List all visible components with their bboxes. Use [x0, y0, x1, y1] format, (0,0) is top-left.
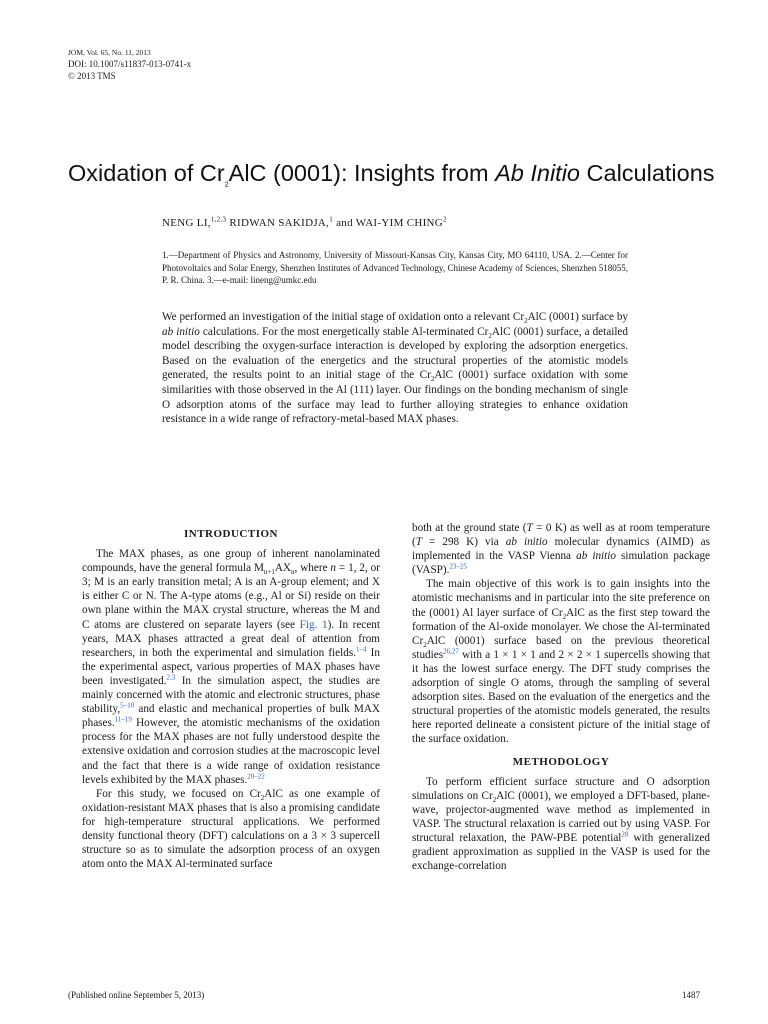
title-italic: Ab Initio	[495, 160, 580, 186]
subscript: 2	[562, 612, 567, 621]
citation-link[interactable]: 20–22	[247, 771, 265, 780]
abstract-subscript: 2	[524, 317, 528, 326]
author-name: RIDWAN SAKIDJA,	[226, 217, 330, 229]
body-text: AlC as the first step toward the formation of the Al-oxide monolayer. We chose the Al-terminated Cr	[412, 606, 710, 647]
subscript: 2	[260, 793, 265, 802]
right-paragraph-2	[412, 577, 710, 746]
body-text: To perform efficient surface structure and O adsorption simulations on Cr	[412, 775, 710, 802]
body-text: In the experimental aspect, various properties of MAX phases have been investigated.	[82, 646, 380, 687]
subscript: 2	[423, 640, 427, 649]
abstract-subscript: 2	[488, 331, 492, 340]
intro-paragraph-1	[82, 547, 380, 787]
body-text: AlC as one example of oxidation-resistant MAX phases that is also a promising candidate for high-temperature structural applications. We performed density functional theory (DFT) calculations on a 3 × 3 supercell structure so as to simulate the adsorption process of an oxygen atom onto the MAX Al-terminated surface	[82, 787, 381, 871]
body-text: The MAX phases, as one group of inherent nanolaminated compounds, have the general formula M	[82, 548, 380, 575]
author-affil-sup: 1,2,3	[210, 215, 227, 224]
body-text: AlC (0001), we employed a DFT-based, plane-wave, projector-augmented wave method as implemented in VASP. The structural relaxation is carried out by using VASP. For structural relaxation, the PAW-PBE potential	[412, 789, 710, 844]
body-text: AX	[274, 562, 292, 575]
citation-link[interactable]: 11–19	[114, 715, 132, 724]
method-paragraph-1	[412, 775, 710, 874]
publication-date: (Published online September 5, 2013)	[68, 990, 205, 1000]
italic-var: n	[330, 562, 337, 575]
subscript: 2	[492, 795, 497, 804]
body-text: with generalized gradient approximation as supplied in the VASP is used for the exchange-correlation	[412, 831, 710, 873]
body-text: However, the atomistic mechanisms of the oxidation process for the MAX phases are not fully understood despite the extensive oxidation and corrosion studies at the macroscopic level and the fact that there is a wide range of oxidation resistance levels exhibited by the MAX phases.	[82, 717, 380, 786]
italic-text: ab initio	[576, 550, 616, 563]
author-list	[162, 217, 447, 229]
italic-var: T	[415, 536, 422, 549]
title-text: Calculations	[580, 160, 715, 186]
citation-link[interactable]: 1–4	[356, 645, 367, 654]
citation-link[interactable]: 23–25	[449, 562, 467, 571]
right-paragraph-1	[412, 521, 710, 577]
citation-link[interactable]: 26,27	[443, 647, 459, 656]
citation-link[interactable]: 2,3	[166, 673, 176, 682]
body-text: and elastic and mechanical properties of bulk MAX phases.	[82, 703, 380, 730]
italic-var: T	[526, 522, 533, 534]
body-text: AlC (0001) surface based on the previous theoretical studies	[412, 634, 710, 661]
author-name: NENG LI,	[162, 217, 211, 229]
abstract-subscript: 2	[430, 375, 435, 384]
methodology-heading: METHODOLOGY	[512, 755, 610, 768]
author-name: and WAI-YIM CHING	[333, 217, 444, 229]
title-text: AlC (0001): Insights from	[228, 160, 496, 186]
affiliations: 1.—Department of Physics and Astronomy, University of Missouri-Kansas City, Kansas City, MO 64110, USA. 2.—Center for Photovoltaics and Solar Energy, Shenzhen Institutes of Advanced Technology, Chinese Academy of Sciences, Shenzhen 518055, P. R. China. 3.—e-mail: lineng@umkc.edu	[162, 250, 628, 285]
journal-citation: JOM, Vol. 65, No. 11, 2013	[68, 48, 151, 57]
page-number: 1487	[682, 990, 700, 1000]
body-text: = 1, 2, or 3; M is an early transition metal; A is an A-group element; and X is either C or N. The A-type atoms (e.g., Al or Si) reside on their own plane within the MAX crystal structure, whereas the M and C atoms are clustered on separate layers (see	[82, 562, 380, 631]
body-text: For this study, we focused on Cr	[96, 787, 261, 800]
abstract-text: calculations. For the most energetically stable Al-terminated Cr	[199, 325, 489, 338]
left-column	[82, 521, 380, 871]
subscript: n	[291, 568, 295, 577]
body-text: , where	[294, 562, 331, 575]
copyright-text: © 2013 TMS	[68, 71, 116, 81]
body-text: In the simulation aspect, the studies are mainly concerned with the atomic and electronic structures, phase stability,	[82, 674, 380, 716]
body-text: The main objective of this work is to gain insights into the atomistic mechanisms and in particular into the site preference on the (0001) Al layer surface of Cr	[412, 578, 710, 619]
abstract-italic: ab initio	[162, 325, 200, 338]
figure-link[interactable]: Fig. 1	[299, 618, 328, 631]
body-text: with a 1 × 1 × 1 and 2 × 2 × 1 supercells showing that it has the lowest surface energy. The DFT study comprises the adsorption of single O atoms, through the sampling of several adsorption sites. Based on the evaluation of the energetics and the structural properties of the atomistic models generated, the results here reported delineate a consistent picture of the initial stage of the surface oxidation.	[412, 648, 710, 746]
citation-link[interactable]: 5–10	[120, 701, 135, 710]
body-text: both at the ground state (	[412, 522, 527, 534]
citation-link[interactable]: 28	[621, 830, 629, 839]
intro-paragraph-2	[82, 787, 380, 872]
body-text: = 0 K) as well as at room temperature (	[412, 522, 710, 549]
right-column	[412, 521, 710, 873]
introduction-heading: INTRODUCTION	[183, 528, 278, 540]
doi-text: DOI: 10.1007/s11837-013-0741-x	[68, 59, 192, 69]
title-text: Oxidation of Cr	[68, 160, 225, 186]
abstract-text: We performed an investigation of the initial stage of oxidation onto a relevant Cr	[162, 311, 525, 323]
body-text: ). In recent years, MAX phases attracted a great deal of attention from researchers, in both the experimental and simulation fields.	[82, 618, 380, 659]
body-text: simulation package (VASP).	[412, 550, 711, 577]
italic-text: ab initio	[505, 536, 548, 549]
abstract	[162, 310, 628, 427]
subscript: n+1	[263, 568, 275, 577]
title-subscript: 2	[224, 181, 229, 189]
abstract-text: AlC (0001) surface, a detailed model describing the oxygen-surface interaction is developed by exploring the adsorption energetics. Based on the evaluation of the energetics and the structural properties of the atomistic models generated, the results point to an initial stage of the Cr	[162, 325, 628, 382]
abstract-text: AlC (0001) surface oxidation with some similarities with those observed in the Al (111) layer. Our findings on the bonding mechanism of single O adsorption atoms of the surface may lead to further alloying strategies to enhance oxidation resistance in a wide range of refractory-metal-based MAX phases.	[162, 369, 628, 426]
body-text: = 298 K) via	[421, 536, 506, 549]
paper-title	[68, 158, 728, 188]
author-affil-sup: 1	[329, 215, 334, 224]
journal-header	[68, 48, 191, 82]
body-text: molecular dynamics (AIMD) as implemented in the VASP Vienna	[412, 536, 710, 563]
author-affil-sup: 2	[443, 215, 447, 224]
abstract-text: AlC (0001) surface by	[527, 311, 629, 323]
